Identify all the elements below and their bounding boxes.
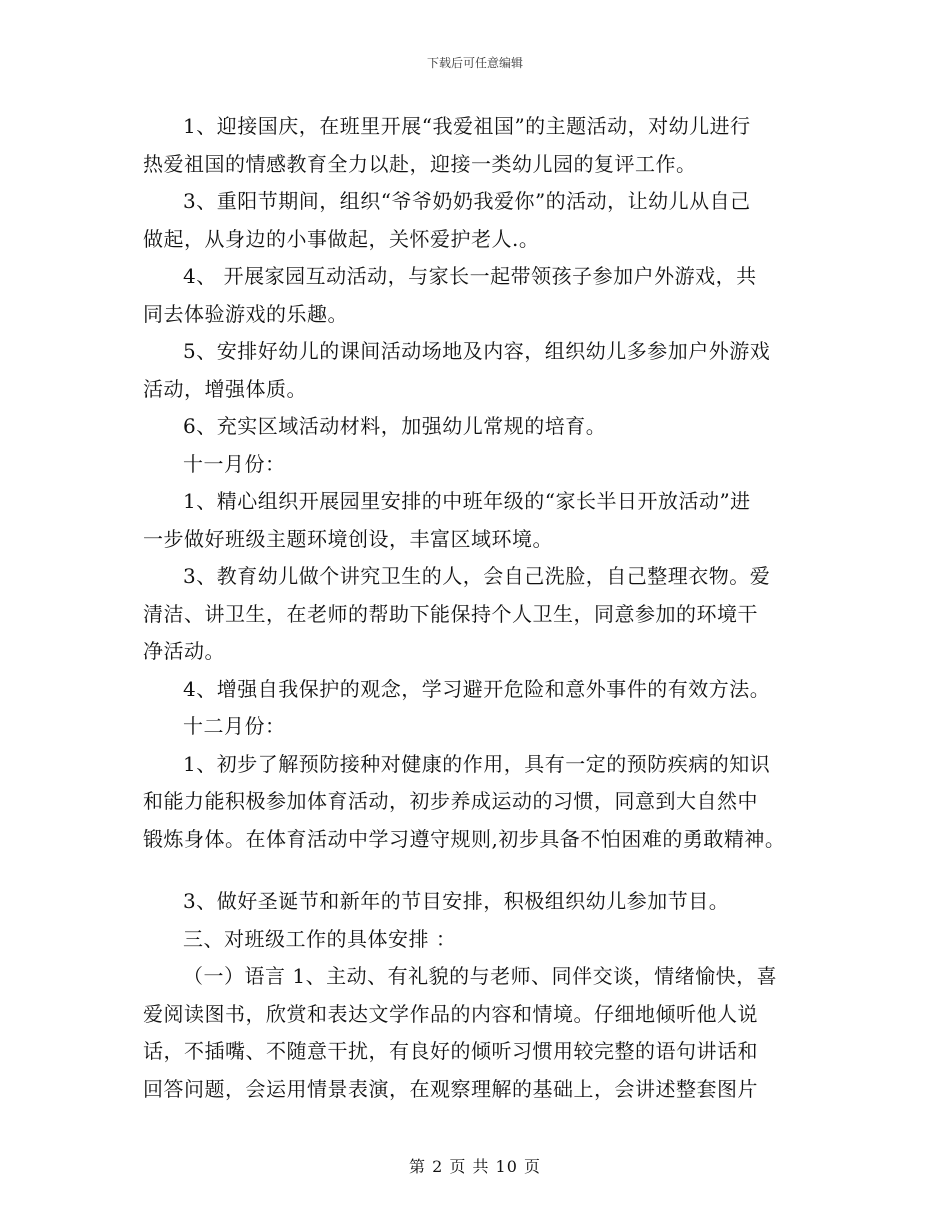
text-line: 话，不插嘴、不随意干扰，有良好的倾听习惯用较完整的语句讲话和 — [143, 1039, 758, 1063]
paragraph — [143, 746, 818, 859]
text-line: 热爱祖国的情感教育全力以赴，迎接一类幼儿园的复评工作。 — [143, 151, 697, 176]
text-line: 一步做好班级主题环境创设，丰富区域环境。 — [143, 526, 553, 551]
section-heading — [143, 921, 818, 959]
paragraph — [143, 108, 818, 183]
text-line: 做起，从身边的小事做起，关怀爱护老人.。 — [143, 226, 540, 251]
paragraph — [143, 883, 818, 921]
text-line: 十一月份： — [183, 451, 286, 476]
section-heading — [143, 446, 818, 484]
paragraph — [143, 258, 818, 333]
text-line: 3、教育幼儿做个讲究卫生的人，会自己洗脸，自己整理衣物。爱 — [183, 564, 771, 588]
text-line: 净活动。 — [143, 639, 225, 663]
paragraph — [143, 183, 818, 258]
document-body — [143, 108, 818, 1108]
text-line: 锻炼身体。在体育活动中学习遵守规则,初步具备不怕困难的勇敢精神。 — [143, 826, 786, 851]
text-line: （一）语言 1、主动、有礼貌的与老师、同伴交谈，情绪愉快，喜 — [183, 964, 778, 988]
paragraph — [143, 333, 818, 408]
text-line: 3、重阳节期间，组织“爷爷奶奶我爱你”的活动，让幼儿从自己 — [183, 189, 751, 213]
section-heading — [143, 708, 818, 746]
text-line: 爱阅读图书，欣赏和表达文学作品的内容和情境。仔细地倾听他人说 — [143, 1001, 758, 1026]
text-line: 4、增强自我保护的观念，学习避开危险和意外事件的有效方法。 — [183, 676, 771, 701]
page-number-footer: 第 2 页 共 10 页 — [409, 1157, 541, 1176]
paragraph-gap — [143, 858, 818, 883]
text-line: 1、迎接国庆，在班里开展“我爱祖国”的主题活动，对幼儿进行 — [183, 114, 751, 138]
text-line: 回答问题，会运用情景表演，在观察理解的基础上，会讲述整套图片 — [143, 1076, 758, 1101]
paragraph — [143, 558, 818, 671]
page-header: 下载后可任意编辑 — [426, 56, 523, 70]
text-line: 3、做好圣诞节和新年的节目安排，积极组织幼儿参加节目。 — [183, 889, 730, 913]
paragraph — [143, 671, 818, 709]
text-line: 6、充实区域活动材料，加强幼儿常规的培育。 — [183, 414, 607, 438]
text-line: 同去体验游戏的乐趣。 — [143, 301, 348, 326]
text-line: 和能力能积极参加体育活动，初步养成运动的习惯，同意到大自然中 — [143, 789, 758, 813]
paragraph — [143, 408, 818, 446]
text-line: 十二月份： — [183, 714, 286, 738]
text-line: 清洁、讲卫生，在老师的帮助下能保持个人卫生，同意参加的环境干 — [143, 601, 758, 626]
paragraph — [143, 483, 818, 558]
text-line: 1、初步了解预防接种对健康的作用，具有一定的预防疾病的知识 — [183, 751, 771, 776]
text-line: 1、精心组织开展园里安排的中班年级的“家长半日开放活动”进 — [183, 489, 751, 513]
paragraph — [143, 958, 818, 1108]
text-line: 三、对班级工作的具体安排 ： — [183, 926, 457, 951]
text-line: 4、 开展家园互动活动，与家长一起带领孩子参加户外游戏，共 — [183, 264, 757, 288]
text-line: 5、安排好幼儿的课间活动场地及内容，组织幼儿多参加户外游戏 — [183, 339, 771, 363]
text-line: 活动，增强体质。 — [143, 376, 307, 401]
